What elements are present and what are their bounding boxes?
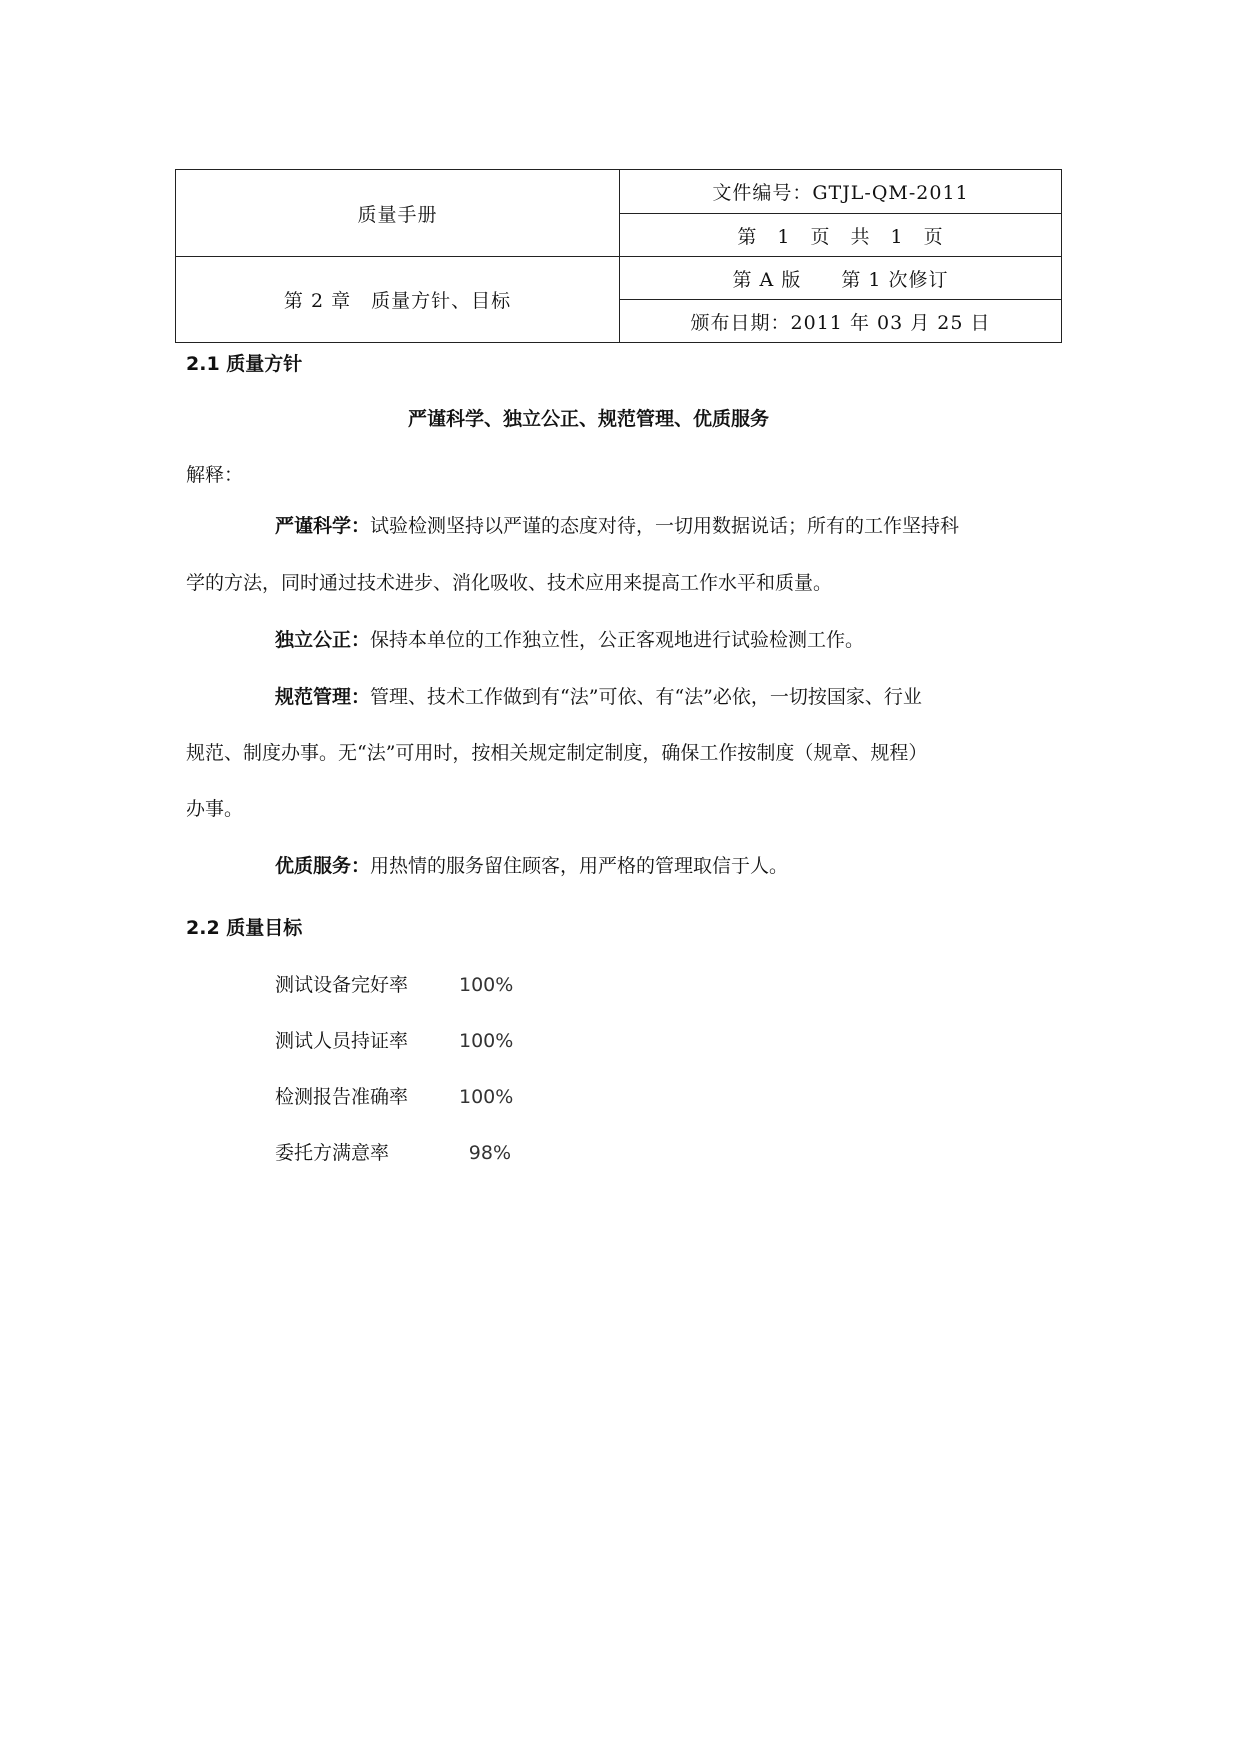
section-heading-2-2: 2.2 质量目标: [186, 917, 303, 939]
goal-label: 检测报告准确率: [275, 1086, 409, 1108]
policy-term: 优质服务：: [275, 855, 371, 877]
explain-label: 解释：: [186, 464, 244, 486]
policy-item-service: [275, 857, 788, 876]
policy-text: 管理、技术工作做到有“法”可依、有“法”必依，一切按国家、行业: [370, 686, 922, 708]
goal-row: [275, 970, 514, 997]
policy-term: 规范管理：: [275, 686, 371, 708]
section-heading-2-1: 2.1 质量方针: [186, 353, 303, 375]
policy-item-impartial: [275, 631, 864, 650]
edition-info: 第 A 版 第 1 次修订: [732, 268, 949, 291]
policy-term: 严谨科学：: [275, 515, 371, 537]
policy-item-rigor-cont: 学的方法，同时通过技术进步、消化吸收、技术应用来提高工作水平和质量。: [186, 572, 833, 594]
goal-value: 100%: [459, 974, 514, 996]
policy-item-management-cont2: 办事。: [186, 798, 244, 820]
goal-label: 委托方满意率: [275, 1142, 390, 1164]
policy-item-management: [275, 688, 922, 707]
policy-item-rigor: [275, 517, 959, 536]
policy-text: 用热情的服务留住顾客，用严格的管理取信于人。: [370, 855, 789, 877]
goal-value: 100%: [459, 1086, 514, 1108]
goal-row: [275, 1026, 514, 1053]
doc-number: 文件编号：GTJL-QM-2011: [712, 182, 969, 204]
policy-text: 保持本单位的工作独立性，公正客观地进行试验检测工作。: [370, 629, 865, 651]
goal-label: 测试设备完好率: [275, 974, 409, 996]
issue-date: 颁布日期：2011 年 03 月 25 日: [690, 311, 991, 334]
page-info: 第 1 页 共 1 页: [737, 225, 944, 248]
manual-title: 质量手册: [357, 203, 438, 226]
goal-value: 98%: [468, 1142, 511, 1164]
document-header-table: [175, 169, 1062, 343]
goal-value: 100%: [459, 1030, 514, 1052]
policy-term: 独立公正：: [275, 629, 371, 651]
goal-row: [275, 1082, 514, 1109]
goal-row: [275, 1138, 511, 1165]
chapter-title: 第 2 章 质量方针、目标: [283, 290, 512, 312]
goal-label: 测试人员持证率: [275, 1030, 409, 1052]
policy-item-management-cont: 规范、制度办事。无“法”可用时，按相关规定制定制度，确保工作按制度（规章、规程）: [186, 742, 928, 764]
policy-statement: 严谨科学、独立公正、规范管理、优质服务: [408, 408, 770, 430]
policy-text: 试验检测坚持以严谨的态度对待，一切用数据说话；所有的工作坚持科: [370, 515, 960, 537]
